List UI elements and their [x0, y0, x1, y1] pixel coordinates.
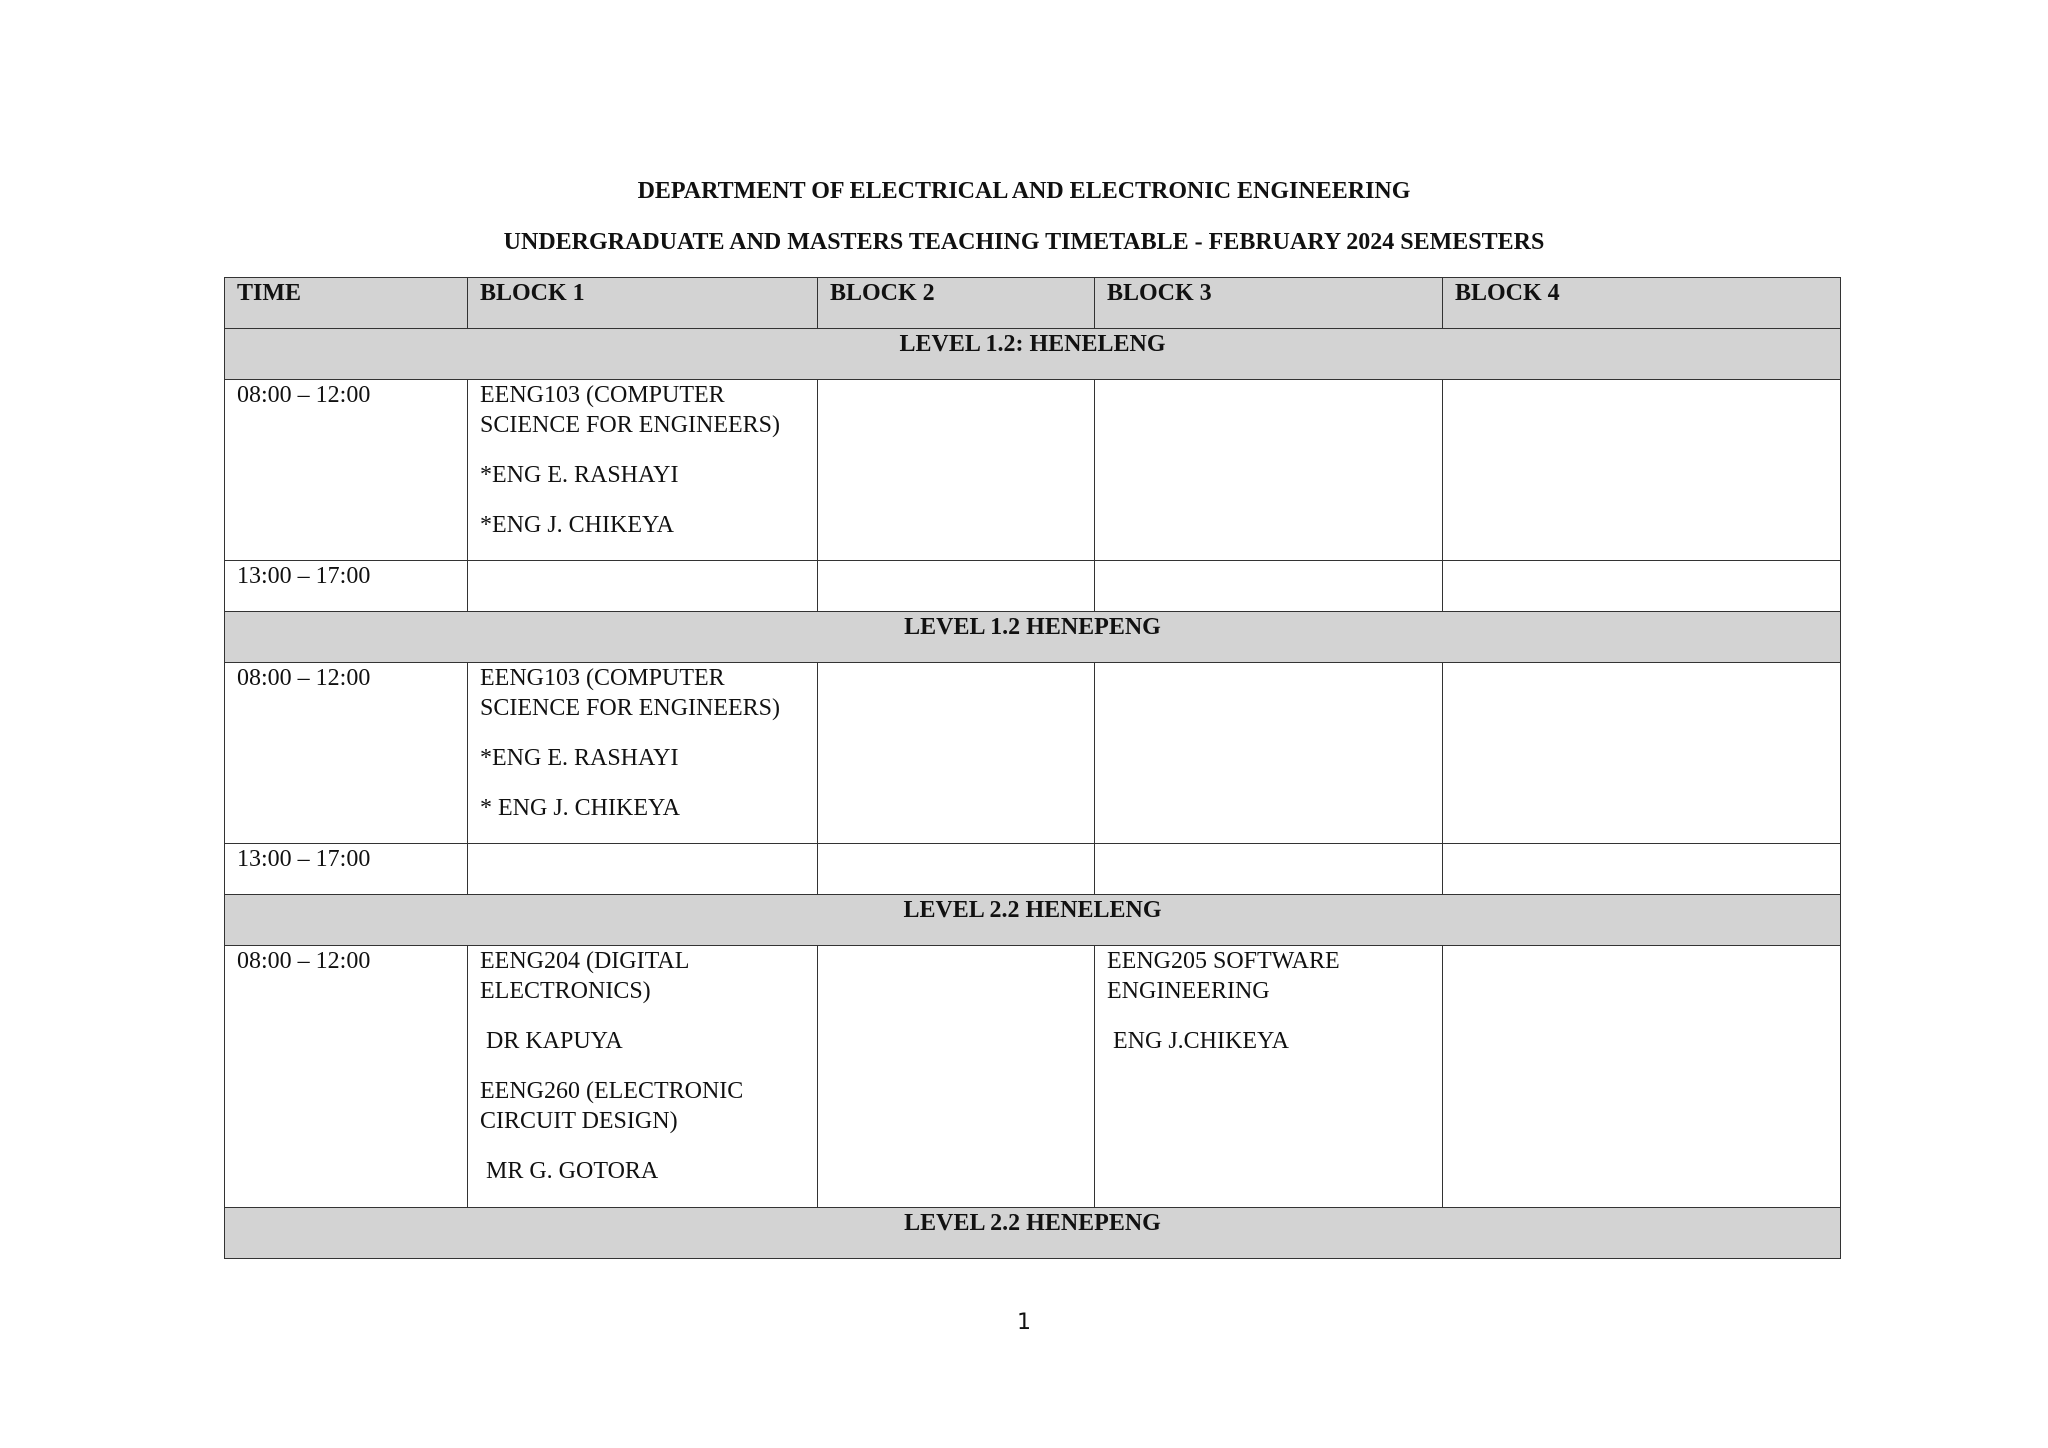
block-3-cell: [1095, 946, 1443, 1208]
level-label: LEVEL 1.2: HENELENG: [225, 329, 1841, 380]
time-cell: 13:00 – 17:00: [225, 561, 468, 612]
course-entry: EENG260 (ELECTRONIC CIRCUIT DESIGN): [480, 1078, 744, 1134]
timetable-table: [224, 277, 1841, 1259]
level-label: LEVEL 2.2 HENEPENG: [225, 1208, 1841, 1259]
course-entry: EENG205 SOFTWARE ENGINEERING: [1107, 948, 1340, 1004]
lecturer-entry: *ENG E. RASHAYI: [480, 462, 679, 488]
time-cell: 08:00 – 12:00: [225, 380, 468, 561]
block-3-cell: [1095, 844, 1443, 895]
level-label: LEVEL 2.2 HENELENG: [225, 895, 1841, 946]
lecturer-entry: ENG J.CHIKEYA: [1107, 1028, 1289, 1054]
block-1-cell: [468, 946, 818, 1208]
page-number: 1: [1017, 1310, 1031, 1335]
block-4-cell: [1443, 380, 1841, 561]
block-1-cell: [468, 561, 818, 612]
block-3-cell: [1095, 380, 1443, 561]
block-4-cell: [1443, 946, 1841, 1208]
time-cell: 08:00 – 12:00: [225, 946, 468, 1208]
level-row: [225, 1208, 1841, 1259]
block-2-cell: [818, 561, 1095, 612]
course-entry: EENG103 (COMPUTER SCIENCE FOR ENGINEERS): [480, 382, 781, 438]
block-4-cell: [1443, 561, 1841, 612]
timetable-title: UNDERGRADUATE AND MASTERS TEACHING TIMETABLE - FEBRUARY 2024 SEMESTERS: [503, 229, 1545, 255]
lecturer-entry: *ENG J. CHIKEYA: [480, 512, 674, 538]
block-4-cell: [1443, 663, 1841, 844]
col-header-time: TIME: [225, 278, 468, 329]
lecturer-entry: * ENG J. CHIKEYA: [480, 795, 680, 821]
block-3-cell: [1095, 561, 1443, 612]
department-title: DEPARTMENT OF ELECTRICAL AND ELECTRONIC ENGINEERING: [637, 178, 1411, 204]
lecturer-entry: MR G. GOTORA: [480, 1158, 659, 1184]
block-1-cell: [468, 663, 818, 844]
lecturer-entry: *ENG E. RASHAYI: [480, 745, 679, 771]
block-2-cell: [818, 946, 1095, 1208]
table-row: [225, 561, 1841, 612]
table-row: [225, 946, 1841, 1208]
table-row: [225, 380, 1841, 561]
level-row: [225, 329, 1841, 380]
time-cell: 13:00 – 17:00: [225, 844, 468, 895]
col-header-block-3: BLOCK 3: [1095, 278, 1443, 329]
block-1-cell: [468, 380, 818, 561]
level-row: [225, 895, 1841, 946]
col-header-block-4: BLOCK 4: [1443, 278, 1841, 329]
level-row: [225, 612, 1841, 663]
block-1-cell: [468, 844, 818, 895]
block-2-cell: [818, 844, 1095, 895]
block-2-cell: [818, 663, 1095, 844]
course-entry: EENG204 (DIGITAL ELECTRONICS): [480, 948, 689, 1004]
col-header-block-1: BLOCK 1: [468, 278, 818, 329]
block-2-cell: [818, 380, 1095, 561]
lecturer-entry: DR KAPUYA: [480, 1028, 623, 1054]
header-row: [225, 278, 1841, 329]
time-cell: 08:00 – 12:00: [225, 663, 468, 844]
course-entry: EENG103 (COMPUTER SCIENCE FOR ENGINEERS): [480, 665, 781, 721]
table-row: [225, 663, 1841, 844]
block-4-cell: [1443, 844, 1841, 895]
level-label: LEVEL 1.2 HENEPENG: [225, 612, 1841, 663]
col-header-block-2: BLOCK 2: [818, 278, 1095, 329]
block-3-cell: [1095, 663, 1443, 844]
table-row: [225, 844, 1841, 895]
